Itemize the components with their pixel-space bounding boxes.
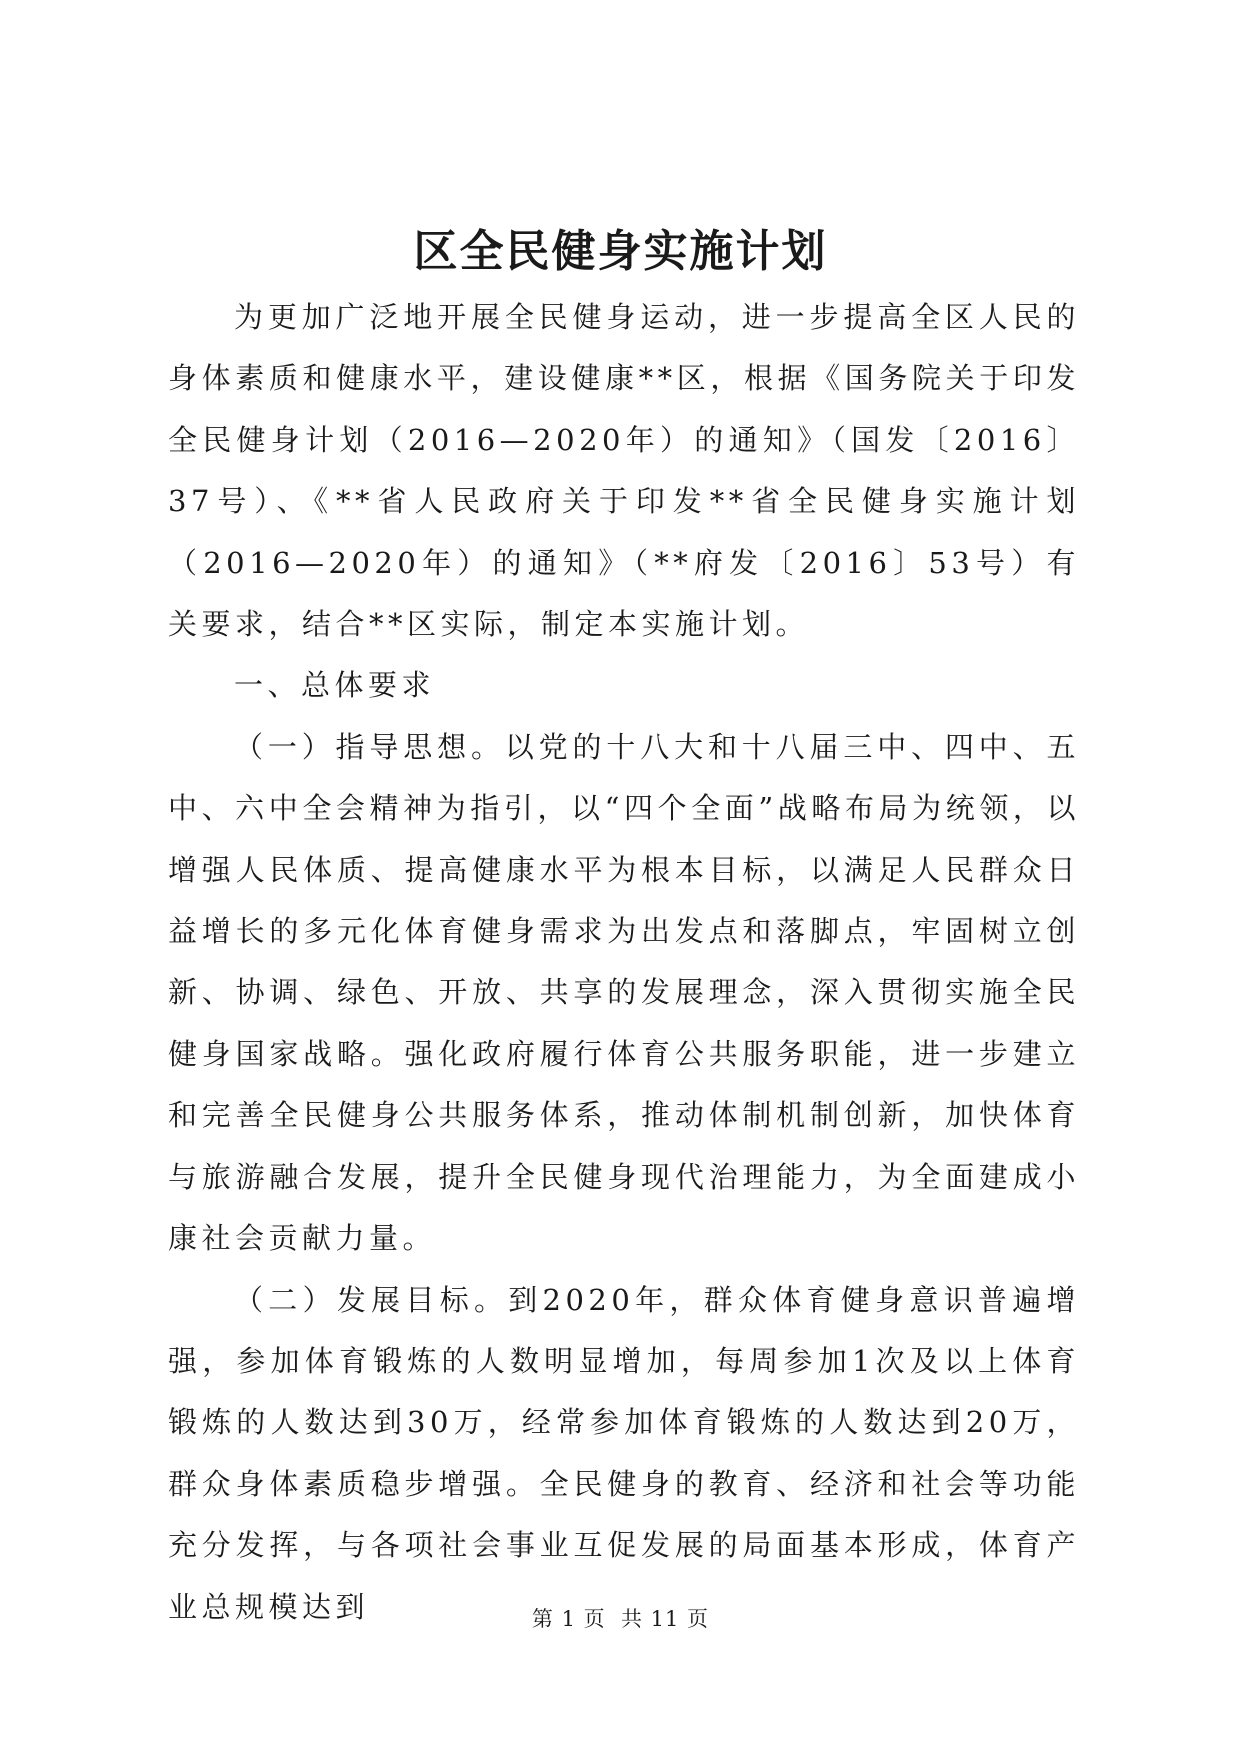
document-title: 区全民健身实施计划 — [413, 226, 828, 277]
page-number-label: 第 1 页 共 11 页 — [531, 1607, 710, 1631]
intro-paragraph: 为更加广泛地开展全民健身运动，进一步提高全区人民的身体素质和健康水平，建设健康**区，根据《国务院关于印发全民健身计划（2016—2020年）的通知》（国发〔2016〕37号）、《**省人民政府关于印发**省全民健身实施计划（2016—2020年）的通知》（**府发〔2016〕53号）有关要求，结合**区实际，制定本实施计划。 — [168, 300, 1080, 642]
section-heading-general-requirements: 一、总体要求 — [234, 668, 436, 703]
development-goals-paragraph: （二）发展目标。到2020年，群众体育健身意识普遍增强，参加体育锻炼的人数明显增加，每周参加1次及以上体育锻炼的人数达到30万，经常参加体育锻炼的人数达到20万，群众身体素质稳步增强。全民健身的教育、经济和社会等功能充分发挥，与各项社会事业互促发展的局面基本形成，体育产业总规模达到 — [168, 1282, 1080, 1624]
page-footer — [0, 1604, 1241, 1634]
guiding-ideology-paragraph: （一）指导思想。以党的十八大和十八届三中、四中、五中、六中全会精神为指引，以“四个全面”战略布局为统领，以增强人民体质、提高健康水平为根本目标，以满足人民群众日益增长的多元化体育健身需求为出发点和落脚点，牢固树立创新、协调、绿色、开放、共享的发展理念，深入贯彻实施全民健身国家战略。强化政府履行体育公共服务职能，进一步建立和完善全民健身公共服务体系，推动体制机制创新，加快体育与旅游融合发展，提升全民健身现代治理能力，为全面建成小康社会贡献力量。 — [168, 729, 1080, 1256]
document-body — [168, 287, 1080, 1638]
